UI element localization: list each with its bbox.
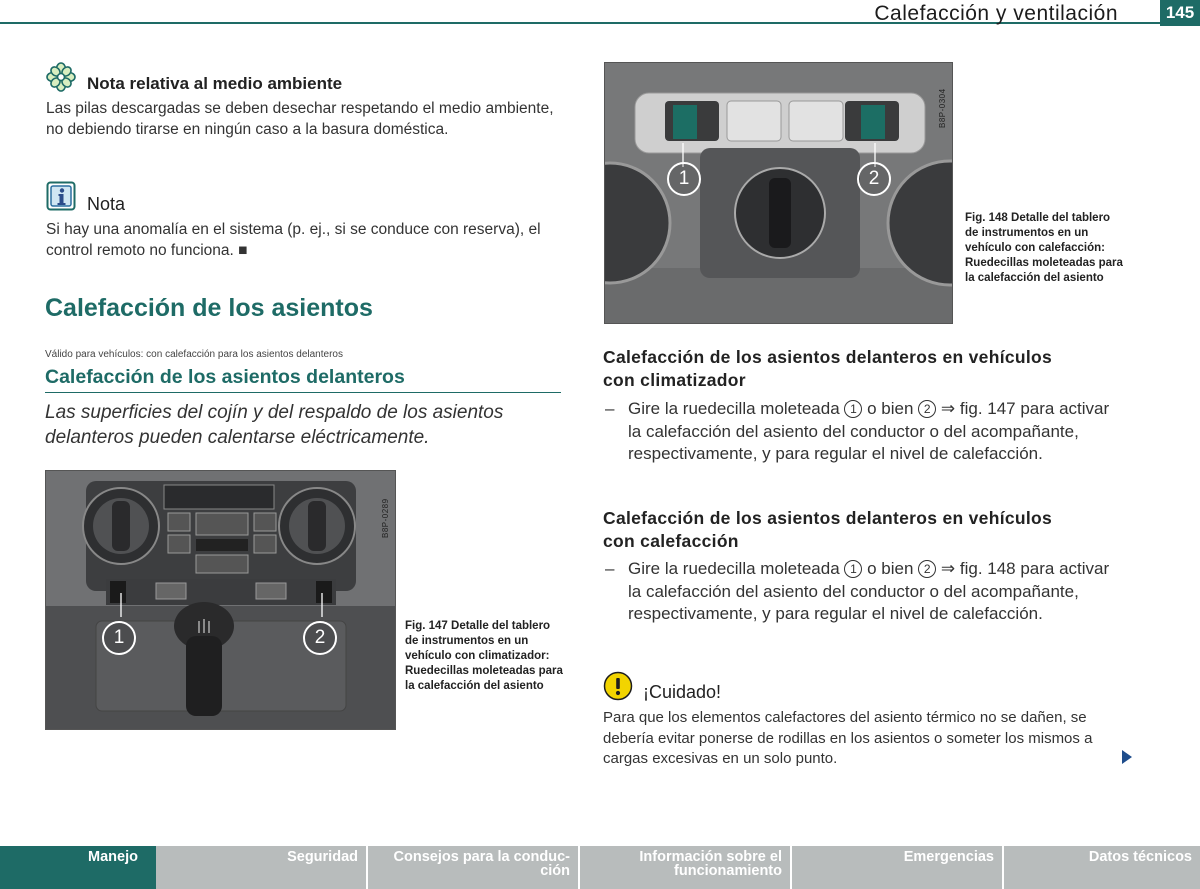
- continue-arrow-icon: [1122, 750, 1132, 764]
- validity-note: Válido para vehículos: con calefacción para los asientos delanteros: [45, 349, 343, 360]
- info-note-text: Si hay una anomalía en el sistema (p. ej., si se conduce con reserva), el control remoto no funciona. ■: [46, 221, 541, 259]
- footer-tab-informacion[interactable]: Información sobre el funcionamiento: [639, 849, 782, 879]
- climatizador-instruction: Gire la ruedecilla moleteada 1 o bien 2 ⇒ fig. 147 para activar la calefacción del asiento del conductor o del acompañante, respectivamente, y para regular el nivel de calefacción.: [628, 399, 1110, 463]
- footer-tab-seguridad[interactable]: Seguridad: [287, 849, 358, 865]
- env-note-title: Nota relativa al medio ambiente: [87, 74, 343, 93]
- fig148-caption: Fig. 148 Detalle del tablero de instrumentos en un vehículo con calefacción: Ruedecillas moleteadas para la calefacción del asiento: [965, 212, 1123, 284]
- intro-text: Las superficies del cojín y del respaldo de los asientos delanteros pueden calentarse eléctricamente.: [45, 402, 504, 448]
- circle-2-icon: 2: [918, 400, 936, 418]
- figure-148-image: [604, 62, 953, 324]
- climatizador-dash: –: [605, 399, 615, 418]
- chapter-title: Calefacción y ventilación: [874, 2, 1118, 25]
- figure-147-image: [45, 470, 396, 730]
- calefaccion-heading: Calefacción de los asientos delanteros en vehículos con calefacción: [603, 508, 1053, 551]
- footer-tab-emergencias[interactable]: Emergencias: [903, 849, 994, 865]
- page-number: 145: [1160, 0, 1200, 26]
- fig148-callout-1: 1: [667, 162, 701, 196]
- env-note-text: Las pilas descargadas se deben desechar respetando el medio ambiente, no debiendo tirarse en ningún caso a la basura doméstica.: [46, 100, 554, 138]
- fig147-caption: Fig. 147 Detalle del tablero de instrumentos en un vehículo con climatizador: Ruedecillas moleteadas para la calefacción del asiento: [405, 620, 563, 692]
- footer-tab-manejo[interactable]: Manejo: [0, 846, 156, 889]
- fig147-callout-2: 2: [303, 621, 337, 655]
- info-icon: [46, 181, 76, 211]
- subsection-rule: [45, 392, 561, 393]
- circle-2-icon: 2: [918, 560, 936, 578]
- flower-icon: [46, 62, 76, 92]
- footer-tab-datos[interactable]: Datos técnicos: [1088, 849, 1192, 865]
- calefaccion-dash: –: [605, 559, 615, 578]
- caution-text: Para que los elementos calefactores del asiento térmico no se dañen, se debería evitar ponerse de rodillas en los asientos o someter los mismos a cargas excesivas en un solo punto.: [603, 709, 1093, 767]
- fig147-callout-1: 1: [102, 621, 136, 655]
- footer-tab-consejos[interactable]: Consejos para la conduc- ción: [393, 849, 570, 879]
- fig148-code: B8P-0304: [938, 88, 947, 128]
- info-note-title: Nota: [87, 194, 126, 214]
- circle-1-icon: 1: [844, 560, 862, 578]
- calefaccion-instruction: Gire la ruedecilla moleteada 1 o bien 2 ⇒ fig. 148 para activar la calefacción del asiento del conductor o del acompañante, respectivamente, y para regular el nivel de calefacción.: [628, 559, 1110, 623]
- caution-icon: [603, 671, 633, 701]
- fig148-callout-2: 2: [857, 162, 891, 196]
- circle-1-icon: 1: [844, 400, 862, 418]
- section-title: Calefacción de los asientos: [45, 294, 373, 322]
- subsection-title: Calefacción de los asientos delanteros: [45, 366, 405, 388]
- climatizador-heading: Calefacción de los asientos delanteros en vehículos con climatizador: [603, 347, 1053, 390]
- fig147-code: B8P-0289: [381, 498, 390, 538]
- caution-title: ¡Cuidado!: [643, 682, 722, 702]
